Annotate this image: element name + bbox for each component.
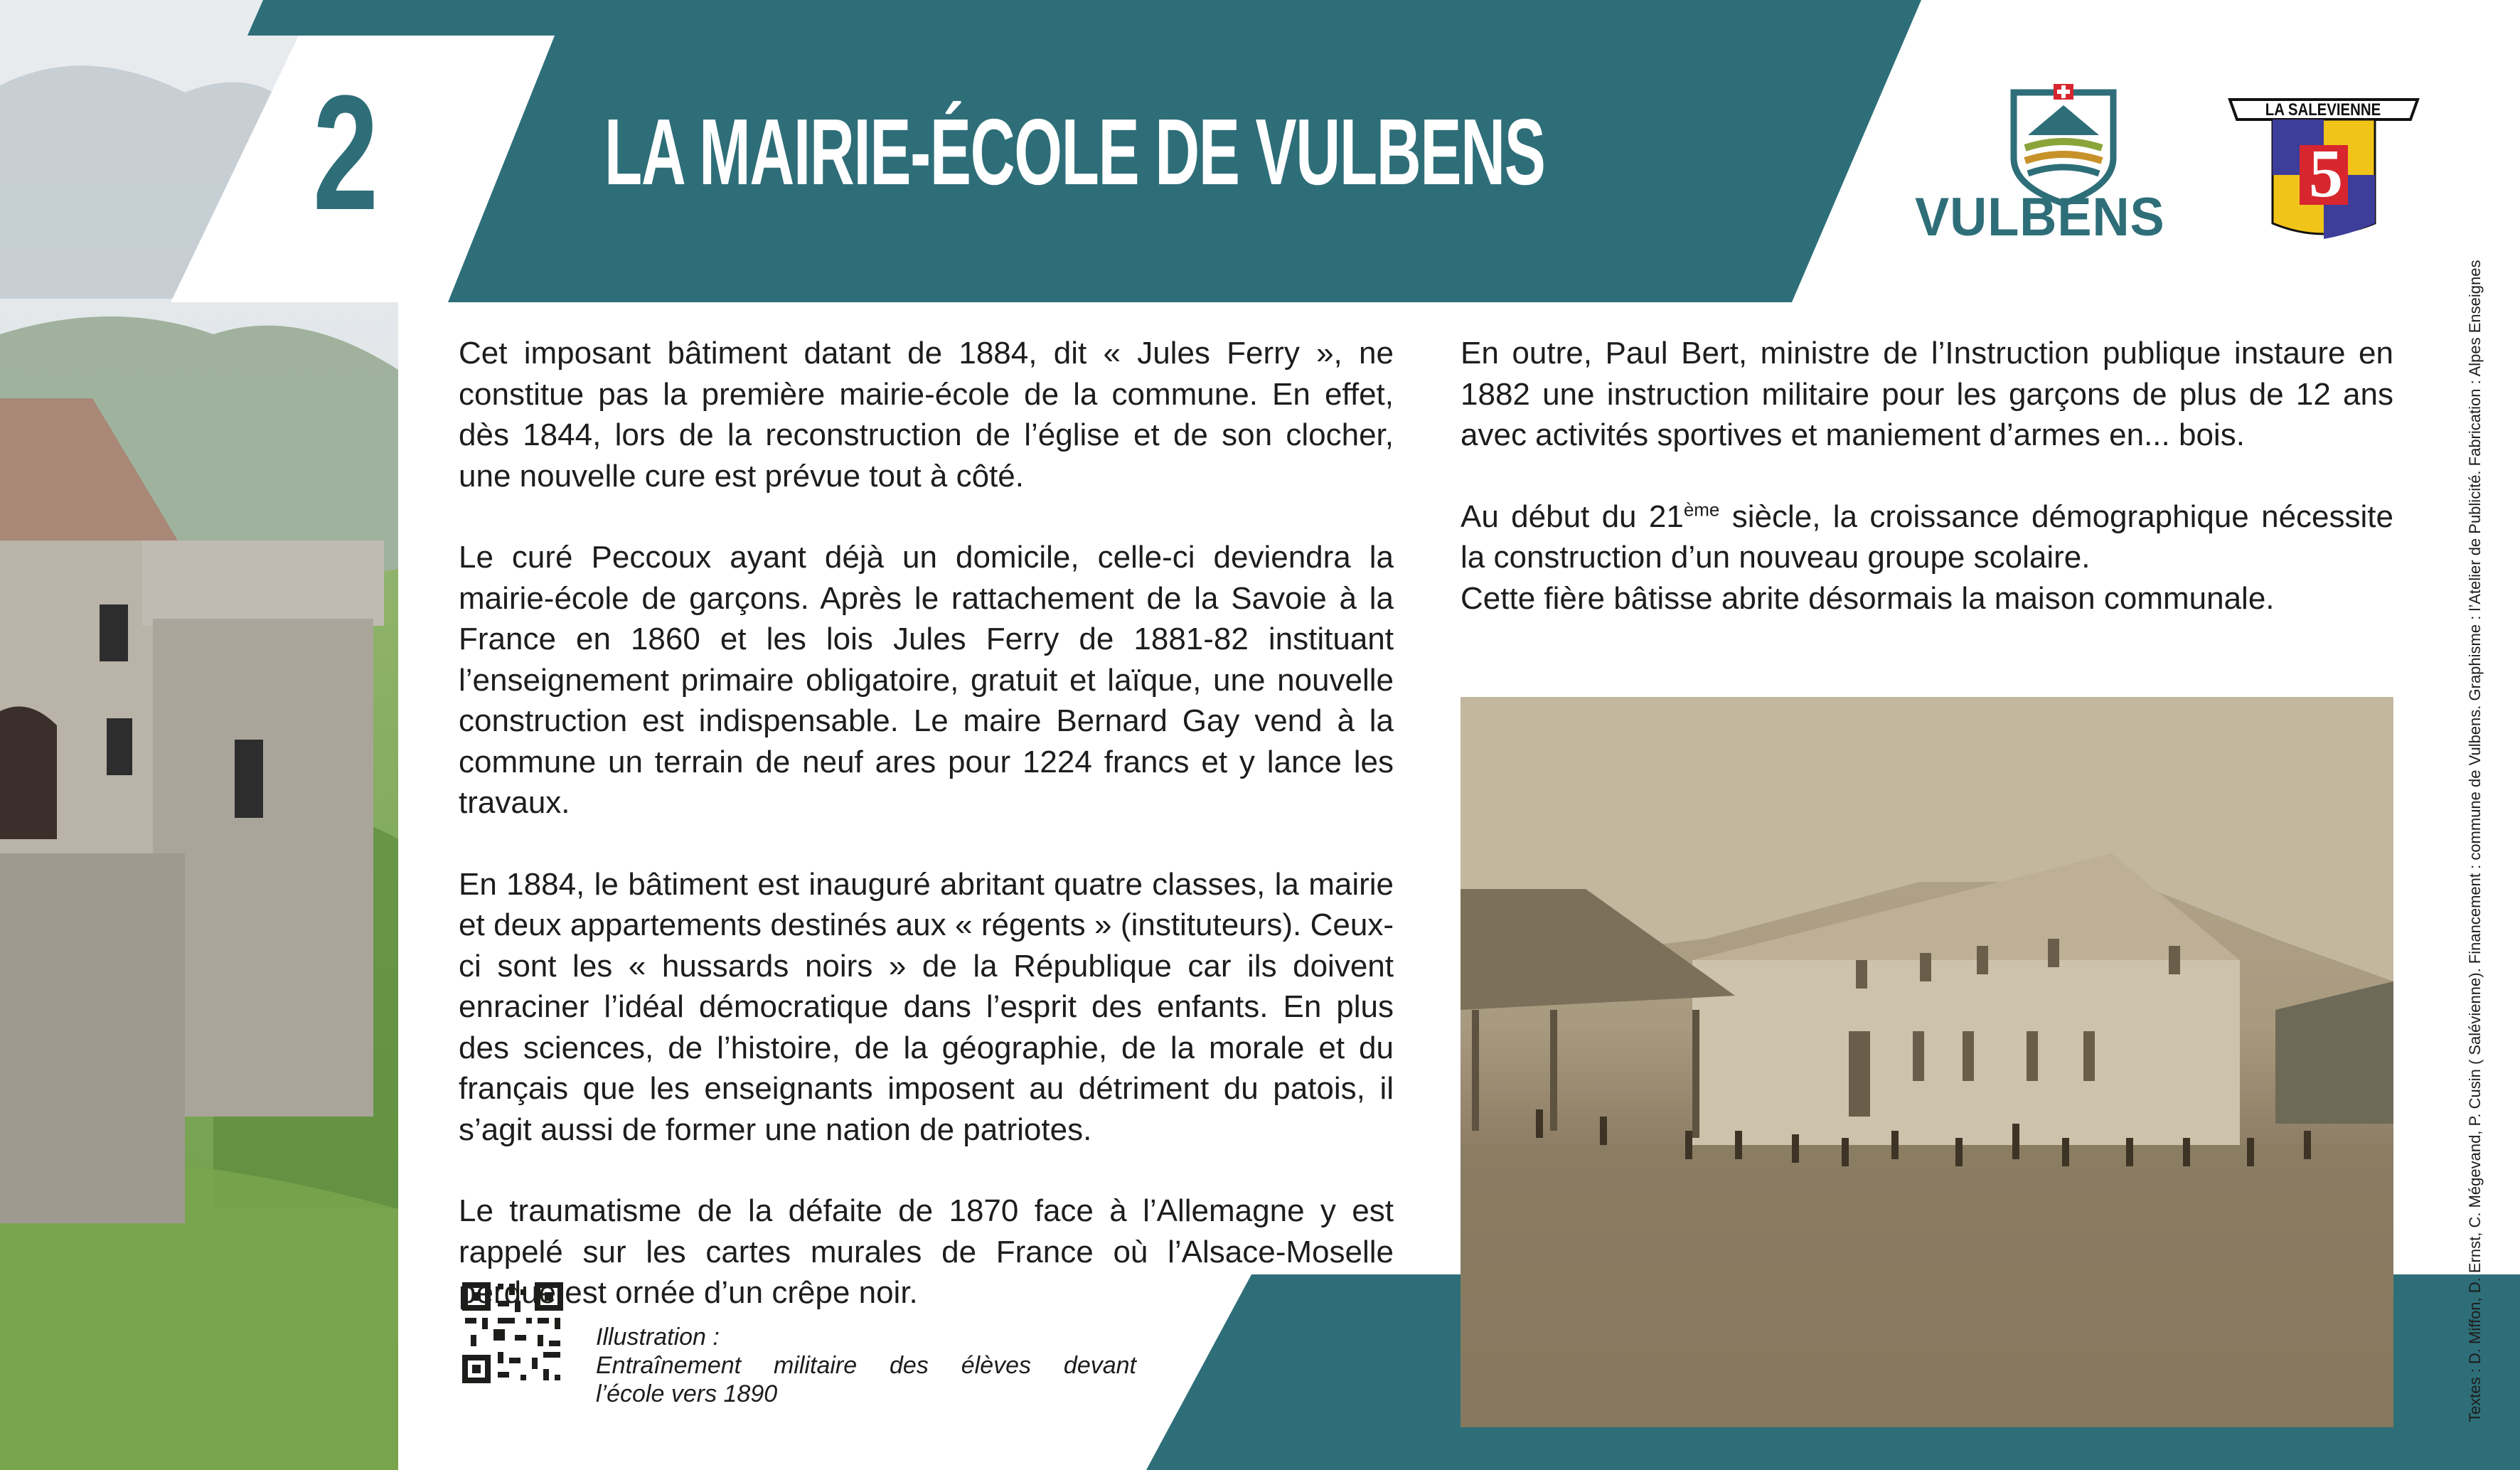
vulbens-logo-text: VULBENS xyxy=(1915,187,2165,247)
right-paragraph-2-end: siècle, la croissance démographique nécessite la construction d’un nouveau groupe scolaire. xyxy=(1461,499,2393,575)
school-photo xyxy=(1461,697,2393,1427)
vulbens-shield-logo xyxy=(2014,84,2113,203)
right-paragraph-2 xyxy=(1461,496,2393,578)
salevienne-banner-text: LA SALEVIENNE xyxy=(2265,100,2381,119)
page-title: LA MAIRIE-ÉCOLE DE VULBENS xyxy=(604,100,1545,204)
right-paragraph-1: En outre, Paul Bert, ministre de l’Instruction publique instaure en 1882 une instruction militaire pour les garçons de plus de 12 ans avec activités sportives et maniement d’armes en... bois. xyxy=(1461,336,2393,452)
caption-line-2: Entraînement militaire des élèves devant xyxy=(596,1352,1136,1379)
left-paragraph-4: Le traumatisme de la défaite de 1870 face à l’Allemagne y est rappelé sur les cartes murales de France où l’Alsace-Moselle perdue est ornée d’un crêpe noir. xyxy=(459,1193,1394,1310)
caption-line-1: Illustration : xyxy=(596,1323,720,1351)
left-paragraph-2: Le curé Peccoux ayant déjà un domicile, celle-ci deviendra la mairie-école de garçons. Après le rattachement de la Savoie à la France en 1860 et les lois Jules Ferry de 1881-82 instituant l’enseignement primaire obligatoire, gratuit et laïque, une nouvelle construction est indispensable. Le maire Bernard Gay vend à la commune un terrain de neuf ares pour 1224 francs et y lance les travaux. xyxy=(459,540,1394,820)
salevienne-shield-number: 5 xyxy=(2309,135,2343,211)
century-suffix: ème xyxy=(1683,498,1720,520)
caption-line-3: l’école vers 1890 xyxy=(596,1380,778,1407)
left-paragraph-1: Cet imposant bâtiment datant de 1884, dit « Jules Ferry », ne constitue pas la première mairie-école de la commune. En effet, dès 1844, lors de la reconstruction de l’église et de son clocher, une nouvelle cure est prévue tout à côté. xyxy=(459,336,1394,494)
left-paragraph-3: En 1884, le bâtiment est inauguré abritant quatre classes, la mairie et deux appartements destinés aux « régents » (instituteurs). Ceux-ci sont les « hussards noirs » de la République car ils doivent enraciner l’idéal démocratique dans l’esprit des enfants. En plus des sciences, de l’histoire, de la géographie, de la morale et du français que les enseignants imposent au détriment du patois, il s’agit aussi de former une nation de patriotes. xyxy=(459,866,1394,1147)
credits-text: Textes : D. Miffon, D. Ernst, C. Mégevand, P. Cusin ( Salévienne). Financement : commune de Vulbens. Graphisme : l’Atelier de Publicité. Fabrication : Alpes Enseignes xyxy=(2466,260,2484,1422)
panel-number: 2 xyxy=(313,61,379,244)
illustration-caption xyxy=(596,1323,1136,1408)
right-paragraph-3: Cette fière bâtisse abrite désormais la maison communale. xyxy=(1461,580,2275,616)
right-paragraph-2-start: Au début du 21 xyxy=(1461,499,1684,534)
right-text-column xyxy=(1461,333,2393,619)
left-text-column xyxy=(459,333,1394,1314)
